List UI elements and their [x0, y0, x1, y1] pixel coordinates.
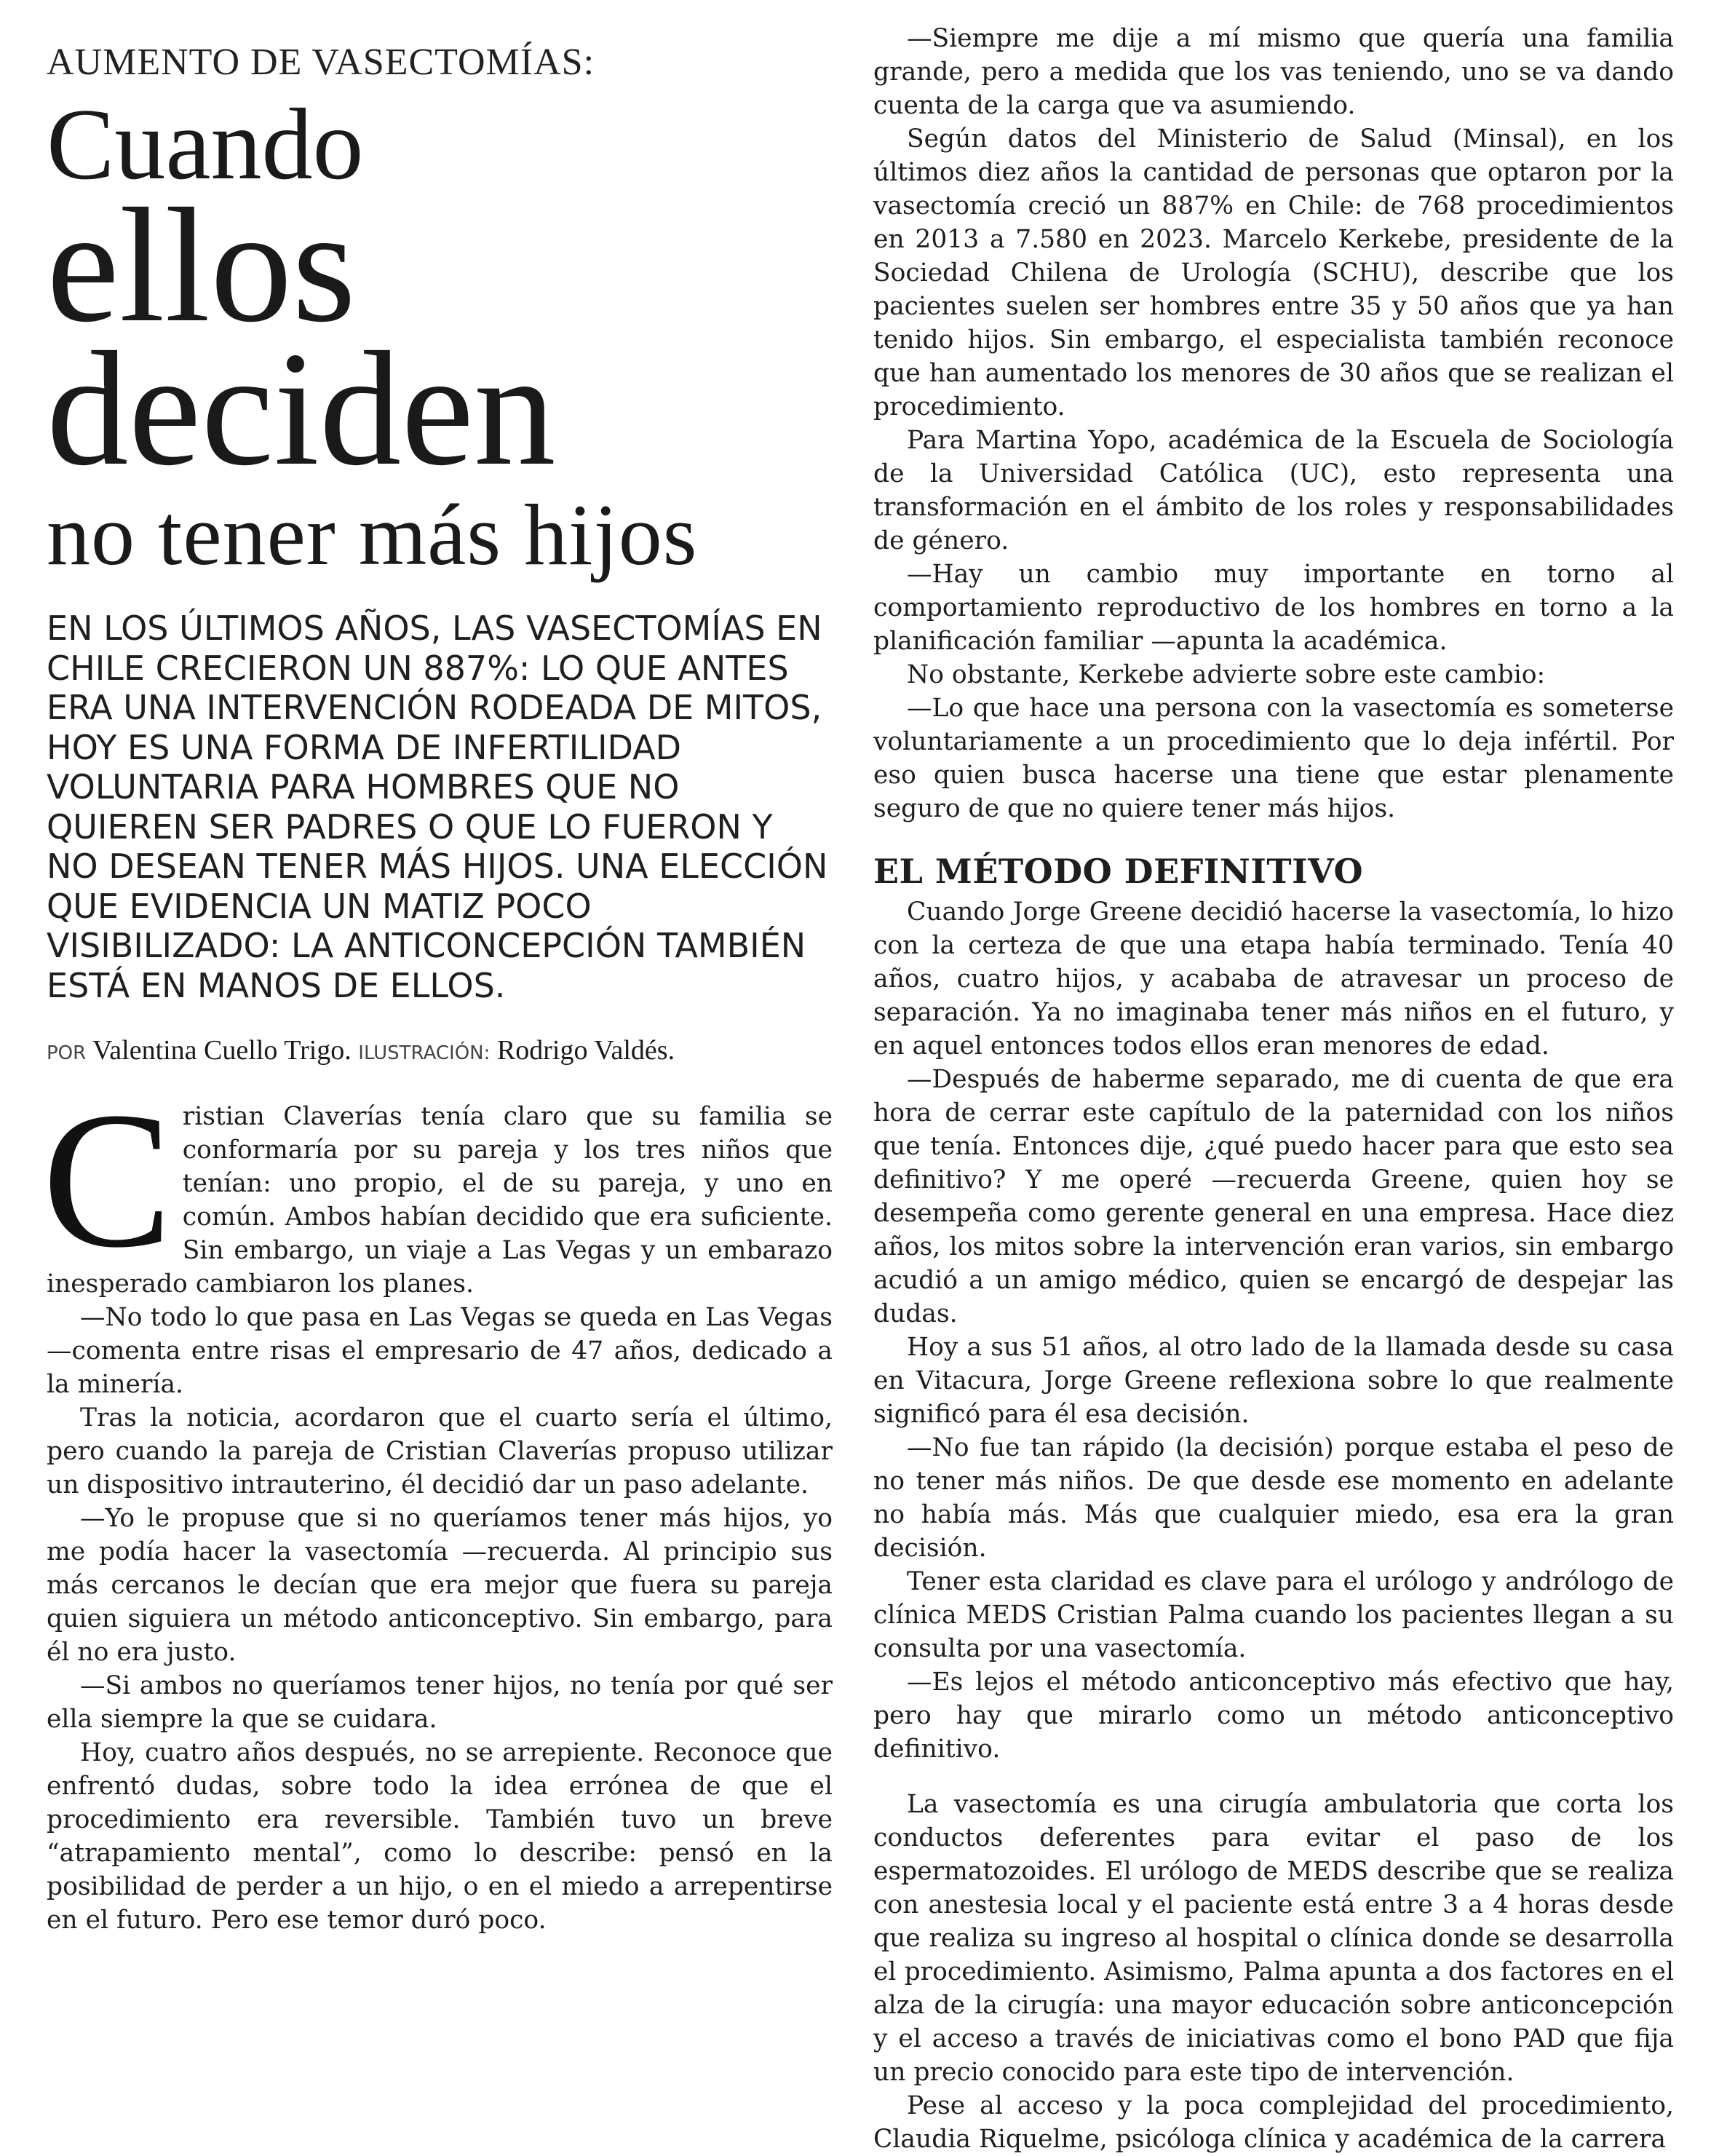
paragraph: Para Martina Yopo, académica de la Escuela de Sociología de la Universidad Católica (UC), esto representa una transformación en el ámbito de los roles y responsabilidades de género. [873, 426, 1674, 555]
paragraph: —Lo que hace una persona con la vasectomía es someterse voluntariamente a un procedimiento que lo deja infértil. Por eso quien busca hacerse una tiene que estar plenamente seguro de que no quiere tener más hijos. [873, 694, 1674, 823]
paragraph: —Hay un cambio muy importante en torno al comportamiento reproductivo de los hombres en torno a la planificación familiar —apunta la académica. [873, 560, 1674, 656]
section-subhead: EL MÉTODO DEFINITIVO [873, 852, 1364, 891]
article-body-right [873, 22, 1674, 2156]
headline-line-3: deciden [47, 317, 556, 499]
first-paragraph-text: ristian Claverías tenía claro que su familia se conformaría por su pareja y los tres niños que tenían: uno propio, el de su pareja, y uno en común. Ambos habían decidido que era suficiente. Sin embargo, un viaje a Las Vegas y un embarazo inesperado cambiaron los planes. [47, 1102, 833, 1299]
paragraph: La vasectomía es una cirugía ambulatoria que corta los conductos deferentes para evitar el paso de los espermatozoides. El urólogo de MEDS describe que se realiza con anestesia local y el paciente está entre 3 a 4 horas desde que realiza su ingreso al hospital o clínica donde se desarrolla el procedimiento. Asimismo, Palma apunta a dos factores en el alza de la cirugía: una mayor educación sobre anticoncepción y el acceso a través de iniciativas como el bono PAD que fija un precio conocido para este tipo de intervención. [873, 1790, 1674, 2087]
paragraph: Hoy, cuatro años después, no se arrepiente. Reconoce que enfrentó dudas, sobre todo la idea errónea de que el procedimiento era reversible. También tuvo un breve “atrapamiento mental”, como lo describe: pensó en la posibilidad de perder a un hijo, o en el miedo a arrepentirse en el futuro. Pero ese temor duró poco. [47, 1738, 833, 1935]
paragraph: —Después de haberme separado, me di cuenta de que era hora de cerrar este capítulo de la paternidad con los niños que tenía. Entonces dije, ¿qué puedo hacer para que esto sea definitivo? Y me operé —recuerda Greene, quien hoy se desempeña como gerente general en una empresa. Hace diez años, los mitos sobre la intervención eran varios, sin embargo acudió a un amigo médico, quien se encargó de despejar las dudas. [873, 1065, 1674, 1328]
paragraph: Pese al acceso y la poca complejidad del procedimiento, Claudia Riquelme, psicóloga clínica y académica de la carrera [873, 2091, 1674, 2154]
paragraph-gap [873, 1766, 1674, 1788]
paragraph: No obstante, Kerkebe advierte sobre este cambio: [907, 660, 1546, 689]
headline-line-4: no tener más hijos [47, 486, 698, 583]
first-paragraph [42, 1071, 833, 1301]
byline [47, 1034, 833, 1069]
paragraph: Hoy a sus 51 años, al otro lado de la llamada desde su casa en Vitacura, Jorge Greene reflexiona sobre lo que realmente significó para él esa decisión. [873, 1333, 1674, 1429]
paragraph: Tener esta claridad es clave para el urólogo y andrólogo de clínica MEDS Cristian Palma cuando los pacientes llegan a su consulta por una vasectomía. [873, 1567, 1674, 1663]
paragraph: —Es lejos el método anticonceptivo más efectivo que hay, pero hay que mirarlo como un método anticonceptivo definitivo. [873, 1668, 1674, 1764]
deck: EN LOS ÚLTIMOS AÑOS, LAS VASECTOMÍAS EN CHILE CRECIERON UN 887%: LO QUE ANTES ERA UNA INTERVENCIÓN RODEADA DE MITOS, HOY ES UNA FORMA DE INFERTILIDAD VOLUNTARIA PARA HOMBRES QUE NO QUIEREN SER PADRES O QUE LO FUERON Y NO DESEAN TENER MÁS HIJOS. UNA ELECCIÓN QUE EVIDENCIA UN MATIZ POCO VISIBILIZADO: LA ANTICONCEPCIÓN TAMBIÉN ESTÁ EN MANOS DE ELLOS. [47, 609, 828, 1005]
paragraph: Tras la noticia, acordaron que el cuarto sería el último, pero cuando la pareja de Cristian Claverías propuso utilizar un dispositivo intrauterino, él decidió dar un paso adelante. [47, 1403, 833, 1499]
byline-label: POR [47, 1042, 87, 1064]
illustration-label: ILUSTRACIÓN: [358, 1042, 491, 1064]
headline-line-1: Cuando [47, 88, 364, 201]
headline [47, 88, 833, 583]
paragraph: —No todo lo que pasa en Las Vegas se queda en Las Vegas —comenta entre risas el empresario de 47 años, dedicado a la minería. [47, 1303, 833, 1399]
left-column [42, 28, 833, 1937]
kicker: AUMENTO DE VASECTOMÍAS: [47, 41, 595, 83]
article-body-left [42, 1071, 833, 1937]
paragraph: —Yo le propuse que si no queríamos tener más hijos, yo me podía hacer la vasectomía —recuerda. Al principio sus más cercanos le decían que era mejor que fuera su pareja quien siguiera un método anticonceptivo. Sin embargo, para él no era justo. [47, 1504, 833, 1667]
author-name: Valentina Cuello Trigo. [92, 1035, 352, 1066]
paragraph: Según datos del Ministerio de Salud (Minsal), en los últimos diez años la cantidad de personas que optaron por la vasectomía creció un 887% en Chile: de 768 procedimientos en 2013 a 7.580 en 2023. Marcelo Kerkebe, presidente de la Sociedad Chilena de Urología (SCHU), describe que los pacientes suelen ser hombres entre 35 y 50 años que ya han tenido hijos. Sin embargo, el especialista también reconoce que han aumentado los menores de 30 años que se realizan el procedimiento. [873, 124, 1674, 421]
right-column [873, 22, 1674, 2156]
paragraph: Cuando Jorge Greene decidió hacerse la vasectomía, lo hizo con la certeza de que una etapa había terminado. Tenía 40 años, cuatro hijos, y acababa de atravesar un proceso de separación. Ya no imaginaba tener más niños en el futuro, y en aquel entonces todos ellos eran menores de edad. [873, 897, 1674, 1061]
drop-cap: C [42, 1071, 172, 1288]
illustrator-name: Rodrigo Valdés. [496, 1035, 675, 1066]
headline-line-2: ellos [47, 174, 356, 356]
paragraph: —Siempre me dije a mí mismo que quería una familia grande, pero a medida que los vas teniendo, uno se va dando cuenta de la carga que va asumiendo. [873, 24, 1674, 120]
paragraph: —No fue tan rápido (la decisión) porque estaba el peso de no tener más niños. De que desde ese momento en adelante no había más. Más que cualquier miedo, esa era la gran decisión. [873, 1433, 1674, 1563]
paragraph: —Si ambos no queríamos tener hijos, no tenía por qué ser ella siempre la que se cuidara. [47, 1671, 833, 1734]
